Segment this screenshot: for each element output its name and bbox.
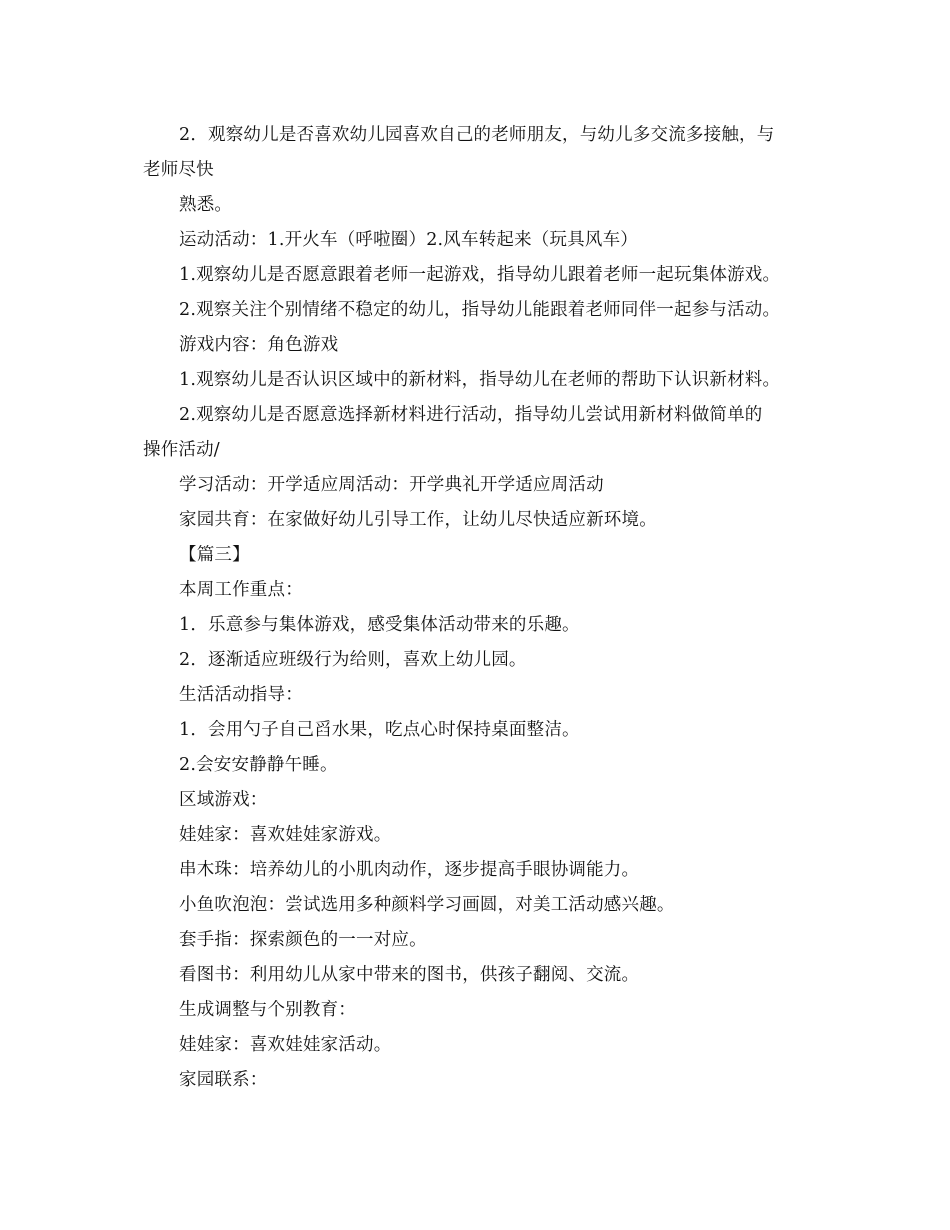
- section-heading: 生活活动指导：: [179, 685, 303, 705]
- paragraph-line: 操作活动/: [143, 440, 220, 460]
- list-item: 1．会用勺子自己舀水果，吃点心时保持桌面整洁。: [179, 720, 580, 740]
- list-item: 1．乐意参与集体游戏，感受集体活动带来的乐趣。: [179, 615, 580, 635]
- paragraph-line: 老师尽快: [143, 160, 214, 180]
- paragraph-line: 1.观察幼儿是否认识区域中的新材料，指导幼儿在老师的帮助下认识新材料。: [179, 370, 781, 390]
- section-heading: 本周工作重点：: [179, 580, 303, 600]
- list-item: 娃娃家：喜欢娃娃家活动。: [179, 1035, 392, 1055]
- section-heading: 家园共育：在家做好幼儿引导工作，让幼儿尽快适应新环境。: [179, 510, 657, 530]
- paragraph-line: 2.观察关注个别情绪不稳定的幼儿，指导幼儿能跟着老师同伴一起参与活动。: [179, 300, 781, 320]
- section-heading: 区域游戏：: [179, 790, 268, 810]
- paragraph-line: 熟悉。: [179, 195, 233, 215]
- paragraph-line: 2．观察幼儿是否喜欢幼儿园喜欢自己的老师朋友，与幼儿多交流多接触，与: [179, 125, 775, 145]
- section-heading: 学习活动：开学适应周活动：开学典礼开学适应周活动: [179, 475, 604, 495]
- list-item: 小鱼吹泡泡：尝试选用多种颜料学习画圆，对美工活动感兴趣。: [179, 895, 675, 915]
- list-item: 娃娃家：喜欢娃娃家游戏。: [179, 825, 392, 845]
- list-item: 套手指：探索颜色的一一对应。: [179, 930, 427, 950]
- list-item: 2．逐渐适应班级行为给则，喜欢上幼儿园。: [179, 650, 527, 670]
- section-heading: 游戏内容：角色游戏: [179, 335, 339, 355]
- section-heading: 生成调整与个别教育：: [179, 1000, 356, 1020]
- list-item: 2.会安安静静午睡。: [179, 755, 338, 775]
- part-title: 【篇三】: [179, 545, 250, 565]
- list-item: 串木珠：培养幼儿的小肌肉动作，逐步提高手眼协调能力。: [179, 860, 640, 880]
- list-item: 看图书：利用幼儿从家中带来的图书，供孩子翻阅、交流。: [179, 965, 640, 985]
- section-heading: 运动活动：1.开火车（呼啦圈）2.风车转起来（玩具风车）: [179, 230, 638, 250]
- paragraph-line: 2.观察幼儿是否愿意选择新材料进行活动，指导幼儿尝试用新材料做简单的: [179, 405, 763, 425]
- paragraph-line: 1.观察幼儿是否愿意跟着老师一起游戏，指导幼儿跟着老师一起玩集体游戏。: [179, 265, 781, 285]
- section-heading: 家园联系：: [179, 1070, 268, 1090]
